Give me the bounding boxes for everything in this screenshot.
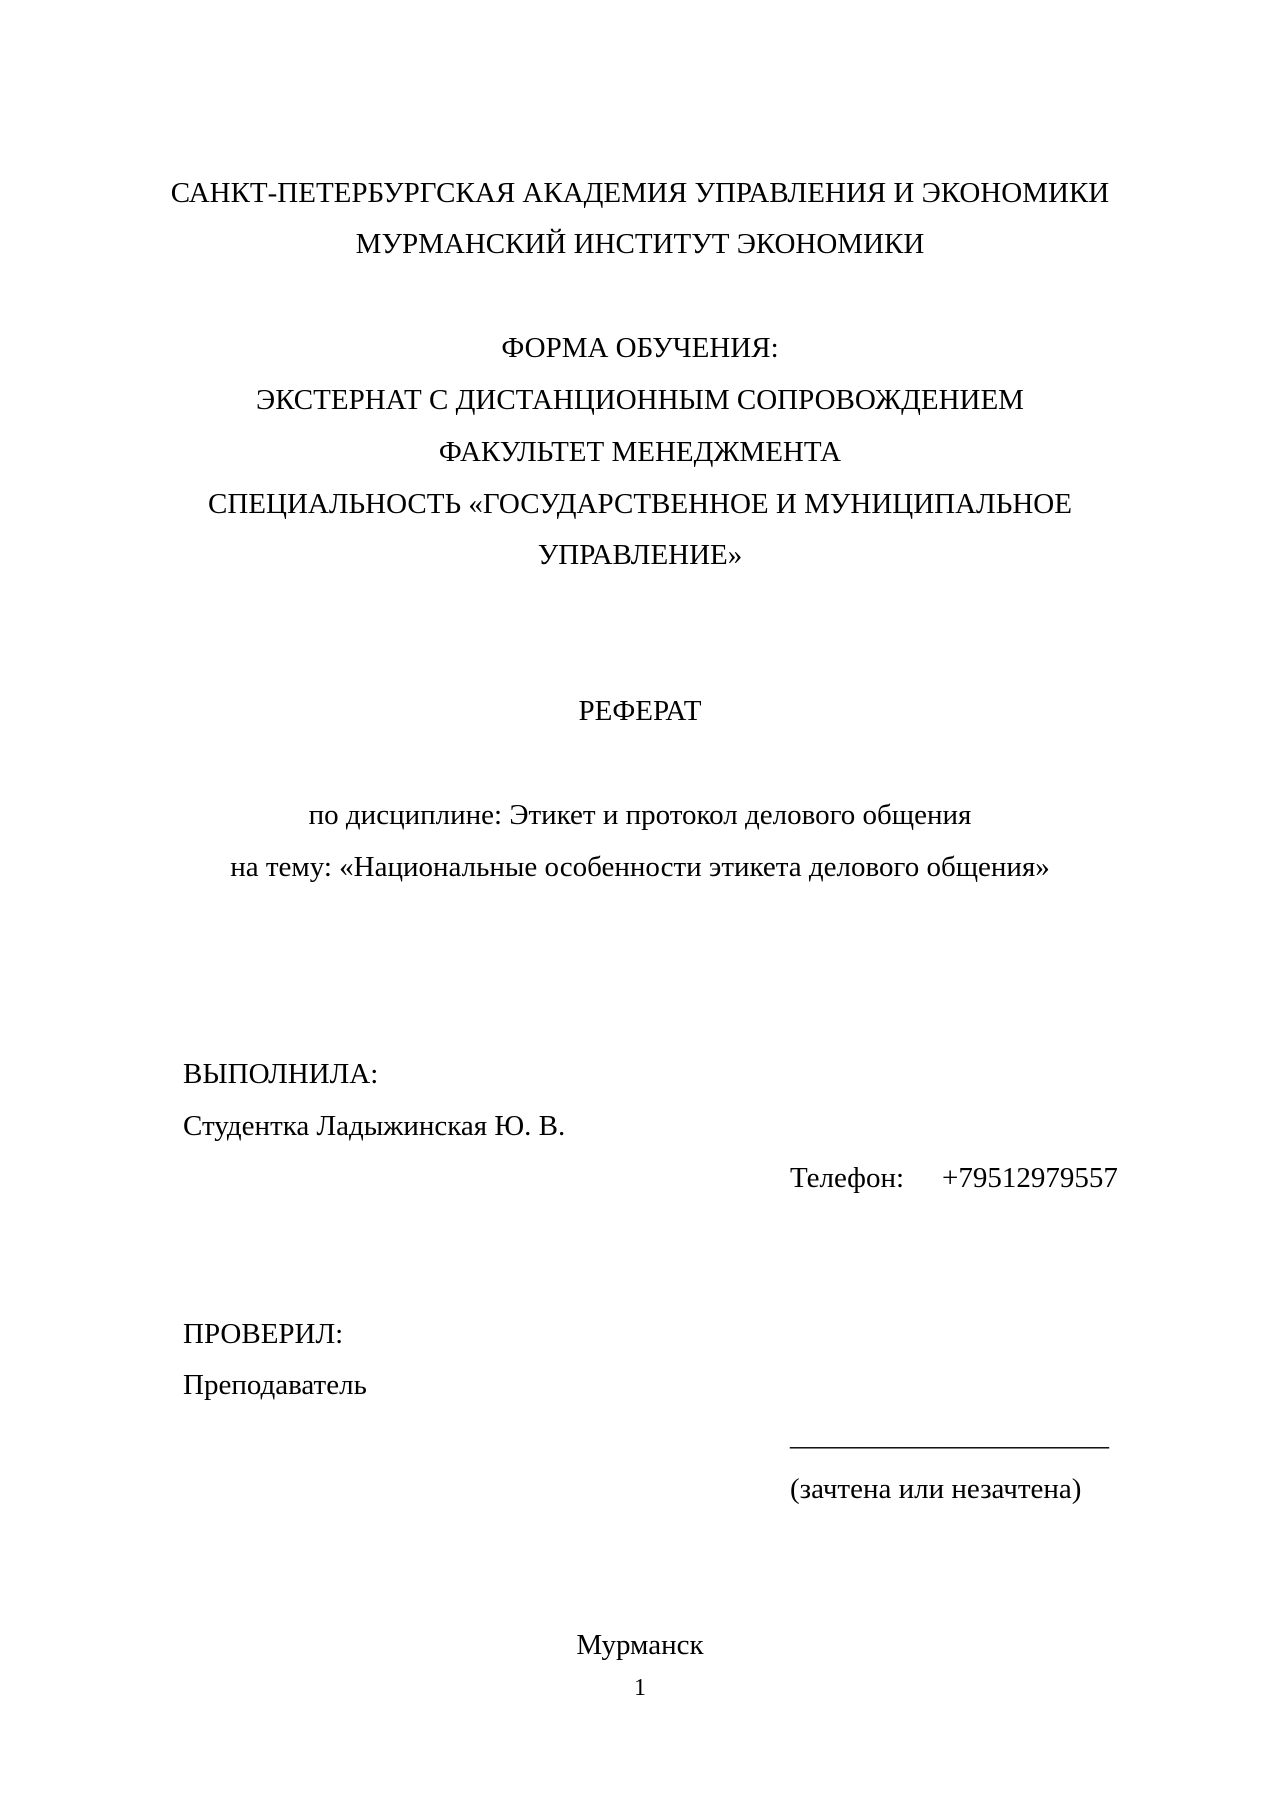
page-number: 1 <box>634 1675 646 1701</box>
phone-value: +79512979557 <box>942 1162 1118 1194</box>
discipline: по дисциплине: Этикет и протокол делового общения <box>308 799 972 831</box>
signature-line: ______________________ <box>790 1420 1109 1452</box>
city: Мурманск <box>576 1629 704 1661</box>
author-name: Студентка Ладыжинская Ю. В. <box>183 1110 566 1142</box>
specialty-line-1: СПЕЦИАЛЬНОСТЬ «ГОСУДАРСТВЕННОЕ И МУНИЦИПАЛЬНОЕ <box>208 488 1072 520</box>
author-label: ВЫПОЛНИЛА: <box>183 1058 379 1090</box>
study-form-value: ЭКСТЕРНАТ С ДИСТАНЦИОННЫМ СОПРОВОЖДЕНИЕМ <box>256 384 1024 416</box>
academy-title: САНКТ-ПЕТЕРБУРГСКАЯ АКАДЕМИЯ УПРАВЛЕНИЯ И ЭКОНОМИКИ <box>170 177 1110 209</box>
reviewer-label: ПРОВЕРИЛ: <box>183 1318 344 1350</box>
phone-label: Телефон: <box>790 1162 905 1194</box>
grade-hint: (зачтена или незачтена) <box>790 1473 1082 1505</box>
topic: на тему: «Национальные особенности этикета делового общения» <box>230 851 1050 883</box>
study-form-label: ФОРМА ОБУЧЕНИЯ: <box>501 332 779 364</box>
work-type: РЕФЕРАТ <box>578 695 702 727</box>
institute-title: МУРМАНСКИЙ ИНСТИТУТ ЭКОНОМИКИ <box>355 228 925 260</box>
phone-row <box>790 1160 1118 1196</box>
faculty: ФАКУЛЬТЕТ МЕНЕДЖМЕНТА <box>438 436 842 468</box>
reviewer-role: Преподаватель <box>183 1369 367 1401</box>
specialty-line-2: УПРАВЛЕНИЕ» <box>537 539 743 571</box>
